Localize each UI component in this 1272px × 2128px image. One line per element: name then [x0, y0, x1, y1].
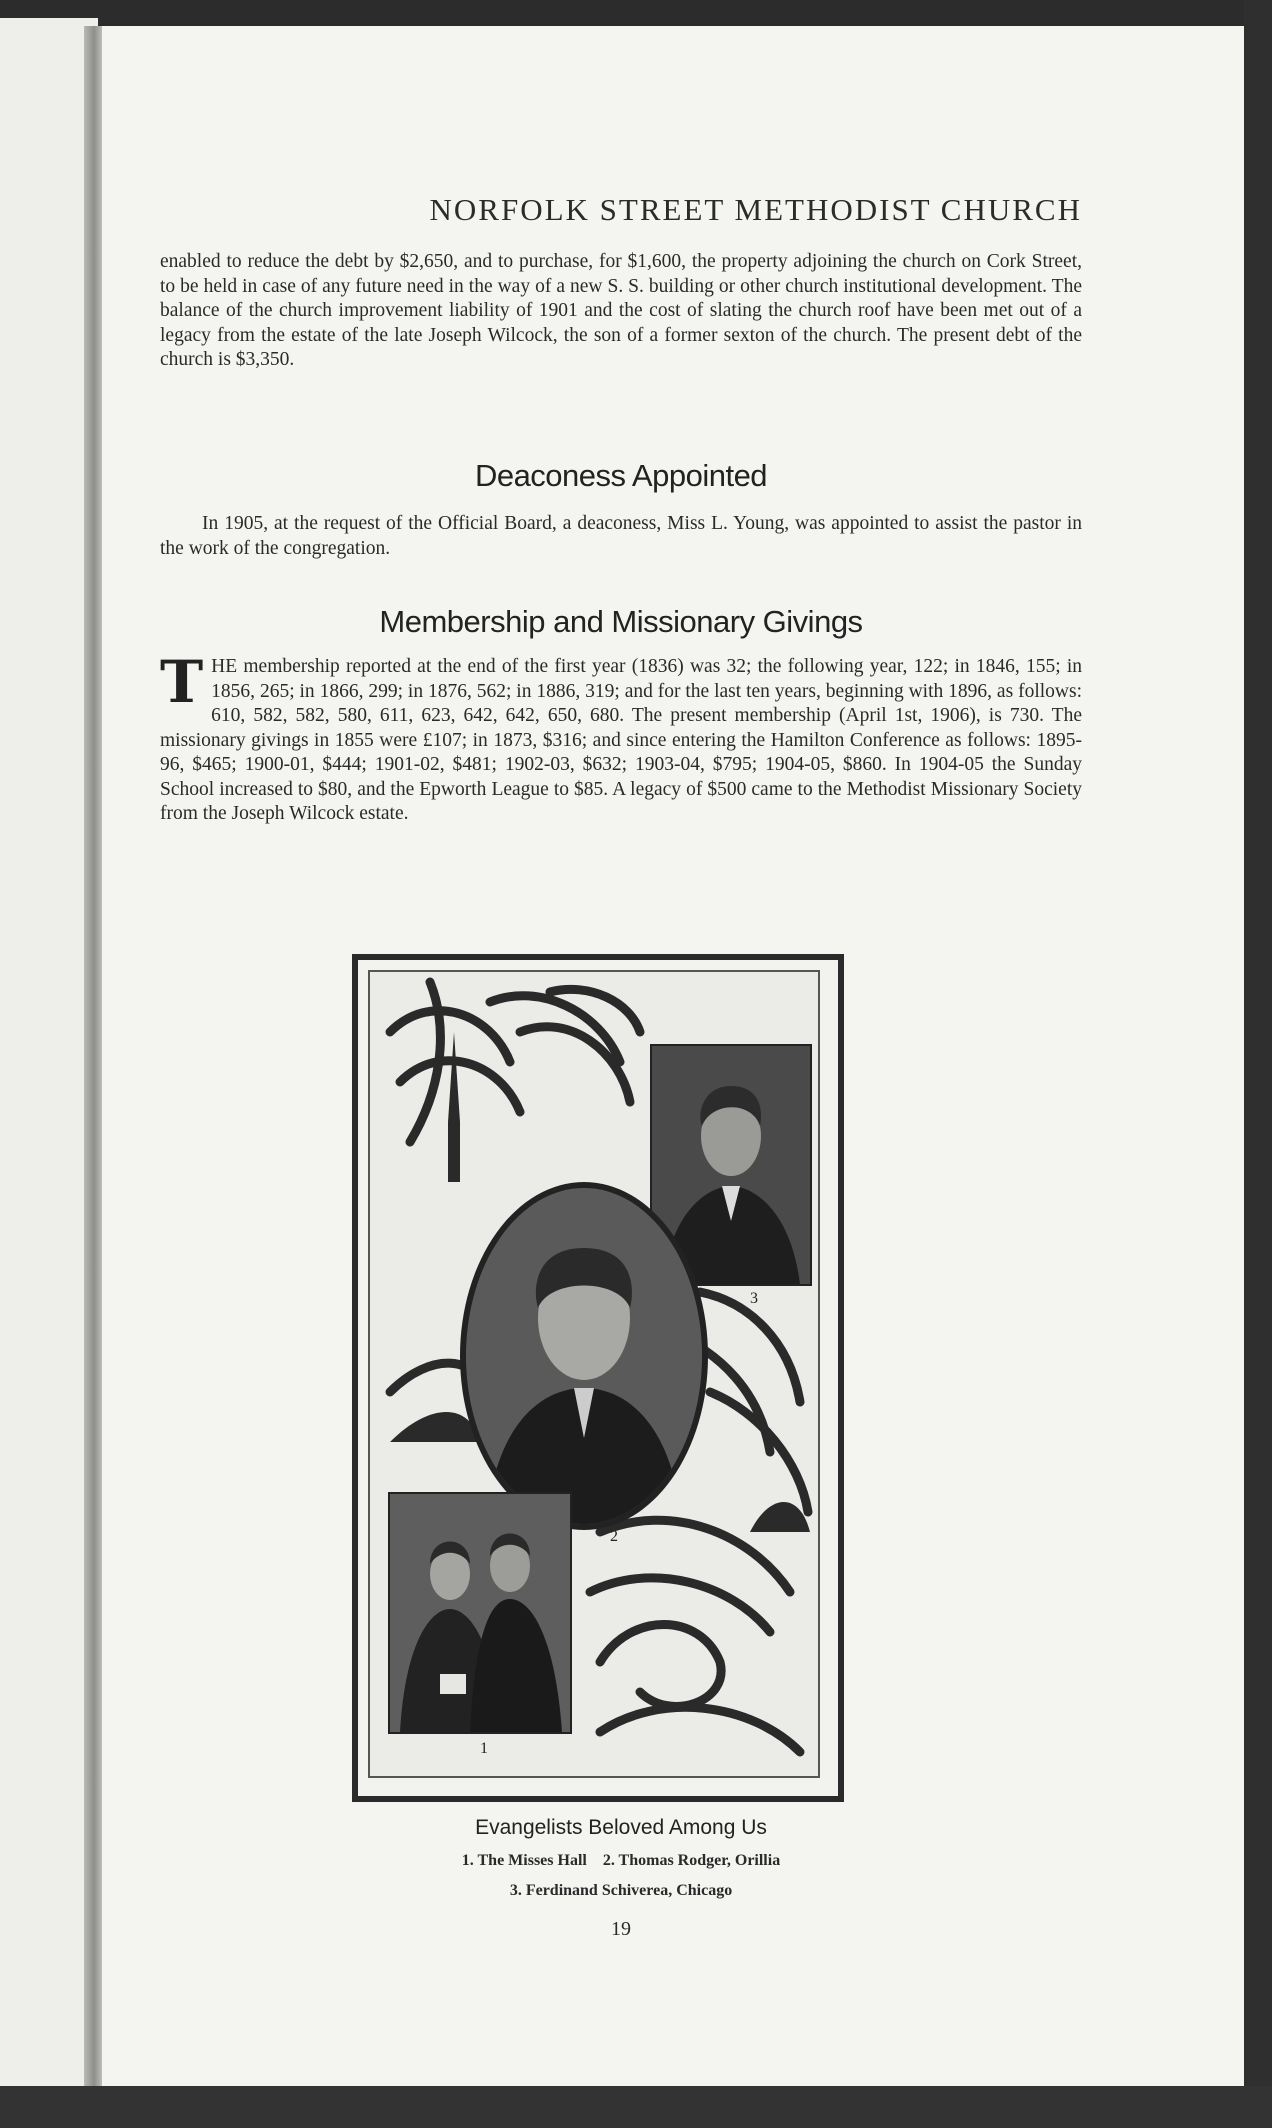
- art-nouveau-frame: [368, 970, 820, 1778]
- plate-number-3: 3: [750, 1290, 758, 1307]
- scan-bottom-border: [0, 2086, 1272, 2128]
- caption-line-1: 1. The Misses Hall 2. Thomas Rodger, Orillia: [461, 1852, 781, 1869]
- drop-cap: T: [160, 648, 204, 716]
- portrait-thomas-rodger: [460, 1182, 708, 1530]
- caption-line-2: 3. Ferdinand Schiverea, Chicago: [509, 1882, 733, 1899]
- paragraph-deaconess: In 1905, at the request of the Official Board, a deaconess, Miss L. Young, was appointed to assist the pastor in the work of the congregation.: [160, 513, 1082, 559]
- portrait-misses-hall: [388, 1492, 572, 1734]
- heading-membership: Membership and Missionary Givings: [379, 604, 863, 639]
- evangelists-photo-plate: [352, 954, 844, 1802]
- heading-deaconess: Deaconess Appointed: [474, 458, 768, 493]
- portrait-man-illustration: [466, 1188, 702, 1524]
- portrait-women-illustration: [390, 1494, 570, 1732]
- plate-number-2: 2: [610, 1528, 618, 1545]
- plate-number-1: 1: [480, 1740, 488, 1757]
- scan-top-border: [0, 0, 1272, 26]
- page-number: 19: [611, 1918, 631, 1940]
- book-gutter: [84, 26, 104, 2086]
- scan-right-border: [1244, 0, 1272, 2128]
- membership-text: HE membership reported at the end of the first year (1836) was 32; the following year, 122; in 1846, 155; in 1856, 265; in 1866, 299; in 1876, 562; in 1886, 319; and for the last ten years, beginning with 1896, as follows: 610, 582, 582, 580, 611, 623, 642, 642, 650, 680. The present membership (April 1st, 1906), is 730. The missionary givings in 1855 were £107; in 1873, $316; and since entering the Hamilton Conference as follows: 1895-96, $465; 1900-01, $444; 1901-02, $481; 1902-03, $632; 1903-04, $795; 1904-05, $860. In 1904-05 the Sunday School increased to $80, and the Epworth League to $85. A legacy of $500 came to the Methodist Missionary Society from the Joseph Wilcock estate.: [160, 656, 1082, 824]
- paragraph-intro: enabled to reduce the debt by $2,650, and to purchase, for $1,600, the property adjoining the church on Cork Street, to be held in case of any future need in the way of a new S. S. building or other church institutional development. The balance of the church improvement liability of 1901 and the cost of slating the church roof have been met out of a legacy from the estate of the late Joseph Wilcock, the son of a former sexton of the church. The present debt of the church is $3,350.: [160, 251, 1082, 370]
- paragraph-membership: [160, 648, 1082, 827]
- caption-title: Evangelists Beloved Among Us: [475, 1816, 767, 1839]
- running-head: NORFOLK STREET METHODIST CHURCH: [429, 192, 1082, 227]
